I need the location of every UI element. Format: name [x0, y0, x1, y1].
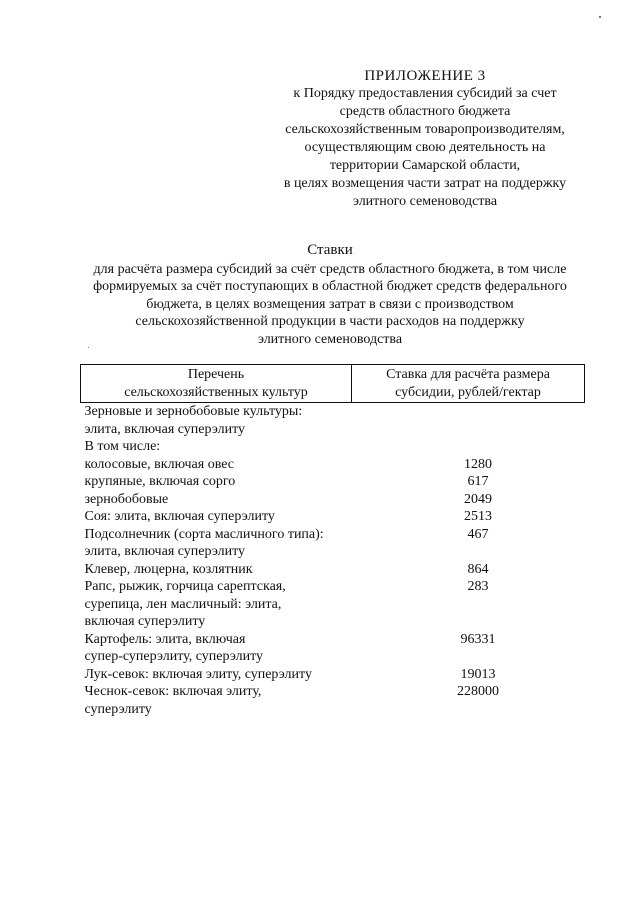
- rate-value-cell: 19013: [460, 666, 496, 682]
- table-row: [81, 543, 585, 561]
- rate-value-cell: 467: [467, 526, 489, 542]
- crop-name-cell: Лук-севок: включая элиту, суперэлиту: [84, 666, 312, 682]
- crop-name-cell: суперэлиту: [84, 701, 152, 717]
- rate-value-cell: [352, 421, 585, 439]
- table-row: [81, 438, 585, 456]
- header-rate: [352, 365, 585, 403]
- header-crops-line2: сельскохозяйственных культур: [124, 384, 308, 400]
- rate-value-cell: 283: [467, 579, 489, 594]
- table-row: [81, 666, 585, 684]
- appendix-line: в целях возмещения части затрат на поддержку: [283, 176, 567, 191]
- appendix-line: к Порядку предоставления субсидий за счет: [293, 86, 557, 101]
- crop-name-cell: элита, включая суперэлиту: [84, 421, 246, 437]
- rate-value-cell: [352, 648, 585, 666]
- table-row: [81, 526, 585, 544]
- table-row: [81, 473, 585, 491]
- crop-name-cell: элита, включая суперэлиту: [84, 544, 246, 559]
- table-row: [81, 561, 585, 579]
- title-line: для расчёта размера субсидий за счёт средств областного бюджета, в том числе: [93, 261, 567, 277]
- crop-name-cell: Зерновые и зернобобовые культуры:: [84, 404, 303, 419]
- rate-value-cell: [352, 403, 585, 421]
- table-row: [81, 613, 585, 631]
- crop-name-cell: Подсолнечник (сорта масличного типа):: [84, 526, 324, 542]
- crop-name-cell: Рапс, рыжик, горчица сарептская,: [84, 579, 286, 594]
- rate-value-cell: 2049: [464, 491, 492, 507]
- table-row: [81, 701, 585, 719]
- appendix-line: элитного семеноводства: [352, 194, 498, 209]
- header-crops: [81, 365, 352, 403]
- title-line: бюджета, в целях возмещения затрат в связи с производством: [146, 296, 514, 312]
- crop-name-cell: Клевер, люцерна, козлятник: [84, 561, 253, 577]
- rate-value-cell: [352, 438, 585, 456]
- rate-value-cell: [352, 543, 585, 561]
- rate-value-cell: 617: [467, 474, 489, 489]
- title-heading: Ставки: [307, 242, 353, 258]
- appendix-heading: ПРИЛОЖЕНИЕ 3: [364, 68, 486, 84]
- header-rate-line1: Ставка для расчёта размера: [386, 367, 550, 382]
- table-row: [81, 631, 585, 649]
- rate-value-cell: 228000: [457, 684, 499, 699]
- header-crops-line1: Перечень: [187, 367, 245, 382]
- rate-value-cell: 1280: [464, 456, 492, 472]
- crop-name-cell: крупяные, включая сорго: [84, 474, 236, 489]
- table-row: [81, 421, 585, 439]
- title-line: элитного семеноводства: [257, 331, 403, 347]
- table-row: [81, 456, 585, 474]
- rate-value-cell: [352, 596, 585, 614]
- table-row: [81, 491, 585, 509]
- crop-name-cell: Чеснок-севок: включая элиту,: [84, 684, 262, 699]
- rate-value-cell: [352, 613, 585, 631]
- rate-value-cell: 96331: [460, 631, 496, 647]
- appendix-line: средств областного бюджета: [339, 104, 511, 119]
- crop-name-cell: колосовые, включая овес: [84, 456, 235, 472]
- rate-value-cell: [352, 701, 585, 719]
- rates-table: [80, 364, 585, 718]
- scan-speck: [599, 16, 601, 18]
- table-body: [81, 403, 585, 719]
- scan-speck: [88, 347, 89, 348]
- table-row: [81, 596, 585, 614]
- crop-name-cell: сурепица, лен масличный: элита,: [84, 596, 282, 612]
- crop-name-cell: включая суперэлиту: [84, 614, 206, 629]
- rate-value-cell: 2513: [464, 509, 492, 524]
- crop-name-cell: Картофель: элита, включая: [84, 631, 246, 647]
- title-line: формируемых за счёт поступающих в областной бюджет средств федерального: [93, 279, 567, 294]
- appendix-header: [240, 67, 610, 211]
- table-row: [81, 648, 585, 666]
- header-rate-line2: субсидии, рублей/гектар: [395, 384, 541, 400]
- appendix-line: сельскохозяйственным товаропроизводителям,: [285, 122, 565, 137]
- table-row: [81, 508, 585, 526]
- table-header-row: [81, 365, 585, 403]
- appendix-line: территории Самарской области,: [329, 158, 521, 173]
- title-line: сельскохозяйственной продукции в части расходов на поддержку: [135, 314, 525, 329]
- crop-name-cell: В том числе:: [84, 439, 161, 454]
- rate-value-cell: 864: [467, 561, 489, 577]
- table-row: [81, 683, 585, 701]
- crop-name-cell: Соя: элита, включая суперэлиту: [84, 509, 275, 524]
- document-title: [40, 242, 620, 348]
- crop-name-cell: зернобобовые: [84, 491, 169, 507]
- crop-name-cell: супер-суперэлиту, суперэлиту: [84, 649, 263, 664]
- appendix-line: осуществляющим свою деятельность на: [304, 140, 546, 155]
- table-row: [81, 578, 585, 596]
- table-row: [81, 403, 585, 421]
